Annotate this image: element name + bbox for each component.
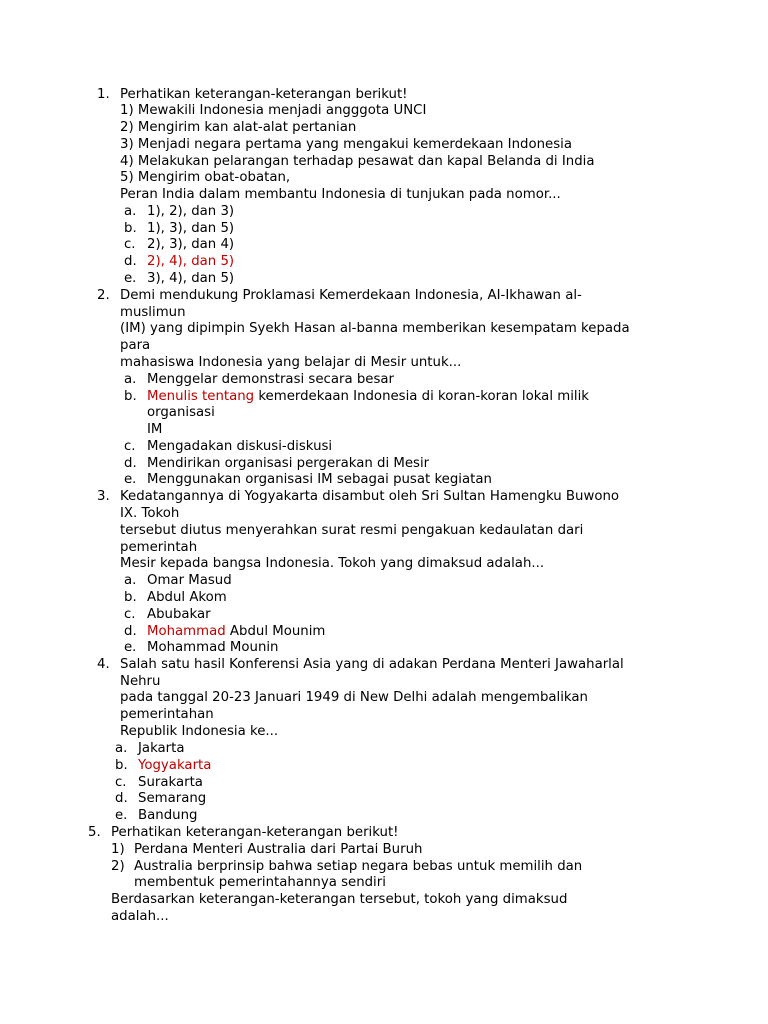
q2-line-4: para [120,338,151,353]
q4-option-b-letter: b. [115,758,128,773]
q1-item-4: 4) Melakukan pelarangan terhadap pesawat dan kapal Belanda di India [120,154,595,169]
q2-option-a-letter: a. [124,372,137,387]
q1-stem: Perhatikan keterangan-keterangan berikut! [120,87,408,102]
q4-option-c-letter: c. [115,775,127,790]
q3-option-b-letter: b. [124,590,137,605]
q4-option-a-letter: a. [115,741,128,756]
q3-option-a-text: Omar Masud [147,573,232,588]
q3-option-d-text [147,624,325,640]
q3-line-2: IX. Tokoh [120,506,180,521]
q2-option-c-letter: c. [124,439,136,454]
q2-option-a-text: Menggelar demonstrasi secara besar [147,372,394,387]
q1-number: 1. [97,87,110,102]
q2-option-b-rest: kemerdekaan Indonesia di koran-koran lokal milik [254,389,589,404]
q3-line-4: pemerintah [120,540,198,555]
q2-option-d-text: Mendirikan organisasi pergerakan di Mesir [147,456,430,471]
q3-line-1: Kedatangannya di Yogyakarta disambut oleh Sri Sultan Hamengku Buwono [120,489,620,504]
q5-number: 5. [88,825,101,840]
q3-option-d-letter: d. [124,624,137,639]
q5-item-1-text: Perdana Menteri Australia dari Partai Buruh [134,842,423,857]
q2-number: 2. [97,288,110,303]
q1-item-2: 2) Mengirim kan alat-alat pertanian [120,120,357,135]
q4-number: 4. [97,657,110,672]
q2-option-c-text: Mengadakan diskusi-diskusi [147,439,333,454]
q2-option-d-letter: d. [124,456,137,471]
q4-line-5: Republik Indonesia ke... [120,724,279,739]
q4-option-d-text: Semarang [138,791,207,806]
q2-option-b-text [147,389,589,405]
q2-option-b-letter: b. [124,389,137,404]
q1-option-b-letter: b. [124,221,137,236]
q1-option-a-letter: a. [124,204,137,219]
q4-line-4: pemerintahan [120,707,214,722]
q2-line-1: Demi mendukung Proklamasi Kemerdekaan Indonesia, AI-Ikhawan al- [120,288,582,303]
q1-option-d-letter: d. [124,254,137,269]
q2-option-b-cont-2: IM [147,422,163,437]
q4-option-a-text: Jakarta [138,741,185,756]
q2-option-e-letter: e. [124,472,137,487]
q4-option-c-text: Surakarta [138,775,203,790]
q5-item-2-number: 2) [111,859,125,874]
q4-line-1: Salah satu hasil Konferensi Asia yang di adakan Perdana Menteri Jawaharlal [120,657,624,672]
q1-item-3: 3) Menjadi negara pertama yang mengakui kemerdekaan Indonesia [120,137,572,152]
q2-line-2: muslimun [120,305,186,320]
q3-option-d-highlight: Mohammad [147,624,226,639]
q2-option-e-text: Menggunakan organisasi IM sebagai pusat kegiatan [147,472,492,487]
q1-option-e-letter: e. [124,271,137,286]
q3-line-5: Mesir kepada bangsa Indonesia. Tokoh yang dimaksud adalah... [120,556,545,571]
q1-item-5: 5) Mengirim obat-obatan, [120,170,291,185]
q1-option-e-text: 3), 4), dan 5) [147,271,235,286]
q3-option-c-letter: c. [124,607,136,622]
q2-line-5: mahasiswa Indonesia yang belajar di Mesir untuk... [120,355,462,370]
q3-option-d-rest: Abdul Mounim [225,624,326,639]
q4-option-d-letter: d. [115,791,128,806]
q4-option-e-letter: e. [115,808,128,823]
q1-option-d-text: 2), 4), dan 5) [147,254,235,269]
q5-item-2-cont: membentuk pemerintahannya sendiri [134,875,386,890]
q1-option-c-letter: c. [124,237,136,252]
q1-option-c-text: 2), 3), dan 4) [147,237,235,252]
q1-option-a-text: 1), 2), dan 3) [147,204,235,219]
q3-option-c-text: Abubakar [147,607,211,622]
q3-option-b-text: Abdul Akom [147,590,227,605]
q3-line-3: tersebut diutus menyerahkan surat resmi pengakuan kedaulatan dari [120,523,584,538]
q5-question-line-1: Berdasarkan keterangan-keterangan tersebut, tokoh yang dimaksud [111,892,568,907]
q5-stem: Perhatikan keterangan-keterangan berikut! [111,825,399,840]
q3-number: 3. [97,489,110,504]
q4-line-3: pada tanggal 20-23 Januari 1949 di New Delhi adalah mengembalikan [120,690,588,705]
q5-item-1-number: 1) [111,842,125,857]
q2-option-b-cont-1: organisasi [147,405,215,420]
q3-option-a-letter: a. [124,573,137,588]
q2-line-3: (IM) yang dipimpin Syekh Hasan al-banna memberikan kesempatam kepada [120,321,630,336]
q1-item-1: 1) Mewakili Indonesia menjadi angggota UNCI [120,103,427,118]
q4-option-b-text: Yogyakarta [138,758,212,773]
q5-question-line-2: adalah... [111,909,169,924]
q1-option-b-text: 1), 3), dan 5) [147,221,235,236]
q4-option-e-text: Bandung [138,808,198,823]
q4-line-2: Nehru [120,674,161,689]
q1-question: Peran India dalam membantu Indonesia di tunjukan pada nomor... [120,187,561,202]
q3-option-e-letter: e. [124,640,137,655]
q5-item-2-text: Australia berprinsip bahwa setiap negara bebas untuk memilih dan [134,859,583,874]
q2-option-b-highlight: Menulis tentang [147,389,255,404]
q3-option-e-text: Mohammad Mounin [147,640,279,655]
